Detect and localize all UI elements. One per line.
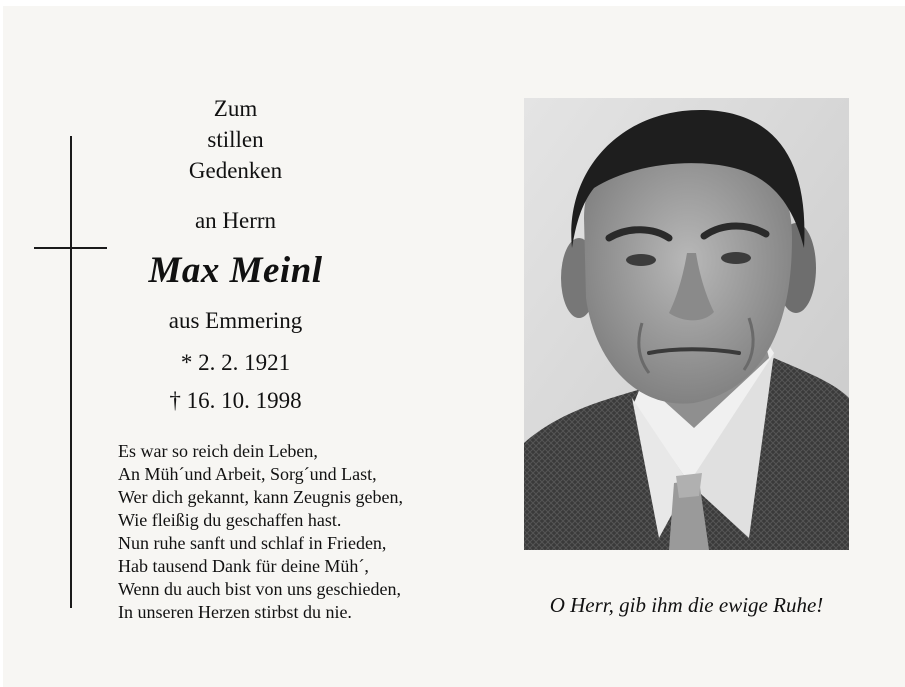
cross-vertical-bar bbox=[70, 136, 72, 608]
heading-line: Zum bbox=[213, 96, 258, 121]
heading-line: stillen bbox=[207, 127, 264, 152]
poem-line: Nun ruhe sanft und schlaf in Frieden, bbox=[118, 533, 387, 553]
memorial-poem bbox=[118, 440, 488, 624]
heading-block bbox=[113, 94, 358, 187]
poem-line: An Müh´und Arbeit, Sorg´und Last, bbox=[118, 464, 377, 484]
poem-line: Hab tausend Dank für deine Müh´, bbox=[118, 556, 369, 576]
poem-line: Wie fleißig du geschaffen hast. bbox=[118, 510, 342, 530]
birth-date: * 2. 2. 1921 bbox=[180, 350, 291, 375]
death-date: † 16. 10. 1998 bbox=[169, 388, 302, 413]
heading-line: Gedenken bbox=[188, 158, 283, 183]
deceased-origin: aus Emmering bbox=[168, 308, 303, 333]
dedication-line: an Herrn bbox=[194, 208, 277, 233]
cross-horizontal-bar bbox=[34, 247, 107, 249]
blessing-text: O Herr, gib ihm die ewige Ruhe! bbox=[549, 593, 824, 617]
poem-line: In unseren Herzen stirbst du nie. bbox=[118, 602, 352, 622]
deceased-name: Max Meinl bbox=[148, 250, 323, 291]
poem-line: Wenn du auch bist von uns geschieden, bbox=[118, 579, 401, 599]
poem-line: Wer dich gekannt, kann Zeugnis geben, bbox=[118, 487, 403, 507]
poem-line: Es war so reich dein Leben, bbox=[118, 441, 318, 461]
portrait-photo bbox=[524, 98, 849, 550]
